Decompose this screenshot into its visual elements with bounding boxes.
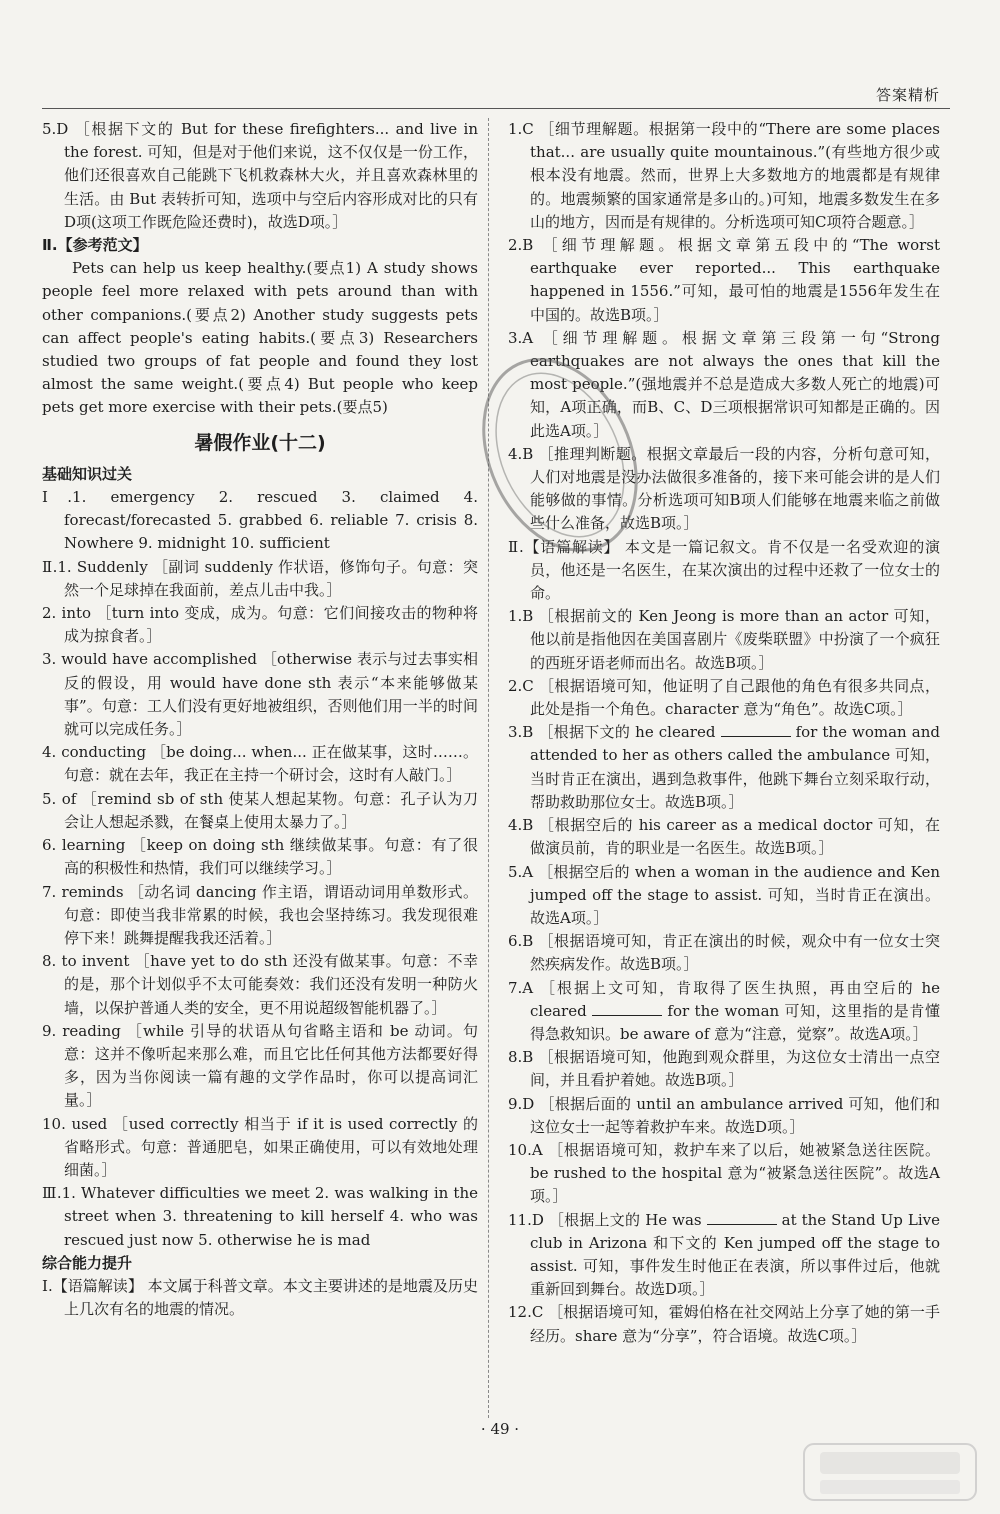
list-item: 9.D ［根据后面的 until an ambulance arrived 可知，他们和这位女士一起等着救护车来。故选D项。］ bbox=[508, 1094, 940, 1136]
list-item: 8.B ［根据语境可知，他跑到观众群里，为这位女士清出一点空间，并且看护着她。故选B项。］ bbox=[508, 1048, 940, 1090]
list-item: 1.B ［根据前文的 Ken Jeong is more than an actor 可知，他以前是指他因在美国喜剧片《废柴联盟》中扮演了一个疯狂的西班牙语老师而出名。故选B项。］ bbox=[508, 607, 940, 672]
model-essay-label: Ⅱ.【参考范文】 bbox=[42, 236, 148, 255]
subsection-ability: 综合能力提升 bbox=[42, 1253, 133, 1272]
item-text: for the woman and attended to her as others called the ambulance 可知，当时肯正在演出，遇到急救事件，他跳下舞台立刻采取行动，帮助救助那位女士。故选B项。］ bbox=[530, 723, 940, 811]
model-essay: Pets can help us keep healthy.(要点1) A study shows people feel more relaxed with pets around than with other companions.(要点2) Another study suggests pets can affect people's eating habits.(要点3) Researchers studied two groups of fat people and found they lost almost the same weight.(要点4) But people who keep pets get more exercise with their pets.(要点5) bbox=[42, 259, 478, 417]
answer-blank bbox=[721, 722, 791, 737]
list-item bbox=[508, 1209, 940, 1302]
answer-blank bbox=[592, 1001, 662, 1016]
item-text: 3.B ［根据下文的 he cleared bbox=[508, 723, 716, 742]
list-item: 6.B ［根据语境可知，肯正在演出的时候，观众中有一位女士突然疾病发作。故选B项。］ bbox=[508, 932, 940, 974]
list-item: 5. of ［remind sb of sth 使某人想起某物。句意：孔子认为刀会让人想起杀戮，在餐桌上使用太暴力了。］ bbox=[42, 789, 478, 831]
list-item: Ⅲ.1. Whatever difficulties we meet 2. was walking in the street when 3. threatening to kill herself 4. who was rescued just now 5. otherwise he is mad bbox=[42, 1184, 478, 1249]
reading-summary: Ⅱ.【语篇解读】 本文是一篇记叙文。肯不仅是一名受欢迎的演员，他还是一名医生，在某次演出的过程中还救了一位女士的命。 bbox=[508, 537, 940, 603]
list-item: 7. reminds ［动名词 dancing 作主语，谓语动词用单数形式。句意：即使当我非常累的时候，我也会坚持练习。我发现很难停下来！跳舞提醒我我还活着。］ bbox=[42, 882, 478, 947]
list-item: Ⅰ.1. emergency 2. rescued 3. claimed 4. forecast/forecasted 5. grabbed 6. reliable 7. crisis 8. Nowhere 9. midnight 10. sufficient bbox=[42, 488, 478, 553]
list-item: 1.C ［细节理解题。根据第一段中的“There are some places that... are usually quite mountainous.”(有些地方很少或根本没有地震。然而，世界上大多数地方的地震都是有规律的。地震频繁的国家通常是多山的。)可知，地震多数发生在多山的地方，因而是有规律的。分析选项可知C项符合题意。］ bbox=[508, 120, 940, 231]
list-item: 5.A ［根据空后的 when a woman in the audience and Ken jumped off the stage to assist. 可知，当时肯正在演出。故选A项。］ bbox=[508, 862, 940, 927]
list-item: 4.B ［推理判断题。根据文章最后一段的内容，分析句意可知，人们对地震是没办法做很多准备的，接下来可能会讲的是人们能够做的事情。分析选项可知B项人们能够在地震来临之前做些什么准备，故选B项。］ bbox=[508, 444, 940, 533]
answer-5d: 5.D ［根据下文的 But for these firefighters... and live in the forest. 可知，但是对于他们来说，这不仅仅是一份工作，他们还很喜欢自己能跳下飞机救森林大火，并且喜欢森林里的生活。由 But 表转折可知，选项中与空后内容形成对比的只有D项(这项工作既危险还费时)，故选D项。］ bbox=[42, 120, 478, 231]
list-item: 8. to invent ［have yet to do sth 还没有做某事。句意：不幸的是，那个计划似乎不太可能奏效：我们还没有发明一种防火墙，以保护普通人类的安全，更不用说超级智能机器了。］ bbox=[42, 952, 478, 1017]
watermark-logo bbox=[800, 1440, 980, 1504]
list-item: 2.B ［细节理解题。根据文章第五段中的“The worst earthquake ever reported... This earthquake happened in 1556.”可知，最可怕的地震是1556年发生在中国的。故选B项。］ bbox=[508, 236, 940, 324]
answer-blank bbox=[707, 1210, 777, 1225]
list-item: 4. conducting ［be doing... when... 正在做某事，这时……。句意：就在去年，我正在主持一个研讨会，这时有人敲门。］ bbox=[42, 743, 478, 785]
right-column bbox=[508, 118, 940, 1348]
list-item: 6. learning ［keep on doing sth 继续做某事。句意：有了很高的积极性和热情，我们可以继续学习。］ bbox=[42, 836, 478, 878]
item-text: 11.D ［根据上文的 He was bbox=[508, 1210, 702, 1229]
list-item: 2.C ［根据语境可知，他证明了自己跟他的角色有很多共同点，此处是指一个角色。character 意为“角色”。故选C项。］ bbox=[508, 676, 940, 719]
item-text: 7.A ［根据上文可知，肯取得了医生执照，再由空后的 he cleared bbox=[508, 978, 940, 1020]
list-item: Ⅱ.1. Suddenly ［副词 suddenly 作状语，修饰句子。句意：突然一个足球掉在我面前，差点儿击中我。］ bbox=[42, 557, 478, 599]
section-title: 暑假作业(十二) bbox=[194, 431, 326, 454]
list-item bbox=[508, 721, 940, 814]
page-number: · 49 · bbox=[480, 1420, 520, 1438]
item-text: for the woman 可知，这里指的是肯懂得急救知识。be aware of 意为“注意，觉察”。故选A项。］ bbox=[530, 1001, 940, 1043]
list-item: 2. into ［turn into 变成，成为。句意：它们间接攻击的物种将成为掠食者。］ bbox=[42, 604, 478, 646]
header-tag: 答案精析 bbox=[875, 86, 940, 104]
list-item: 4.B ［根据空后的 his career as a medical doctor 可知，在做演员前，肯的职业是一名医生。故选B项。］ bbox=[508, 816, 940, 858]
list-item: 12.C ［根据语境可知，霍姆伯格在社交网站上分享了她的第一手经历。share 意为“分享”，符合语境。故选C项。］ bbox=[508, 1303, 940, 1345]
list-item: 9. reading ［while 引导的状语从句省略主语和 be 动词。句意：这并不像听起来那么难，而且它比任何其他方法都要好得多，因为当你阅读一篇有趣的文学作品时，你可以提高词汇量。］ bbox=[42, 1021, 478, 1110]
item-text: at the Stand Up Live club in Arizona 和下文的 Ken jumped off the stage to assist. 可知，事件发生时他正在表演，所以事件过后，他就重新回到舞台。故选D项。］ bbox=[530, 1210, 940, 1299]
header-rule bbox=[42, 108, 950, 109]
list-item: 3. would have accomplished ［otherwise 表示与过去事实相反的假设，用 would have done sth 表示“本来能够做某事”。句意：工人们没有更好地被组织，否则他们用一半的时间就可以完成任务。］ bbox=[42, 650, 478, 739]
list-item: 3.A ［细节理解题。根据文章第三段第一句“Strong earthquakes are not always the ones that kill the most people.”(强地震并不总是造成大多数人死亡的地震)可知，A项正确，而B、C、D三项根据常识可知都是正确的。因此选A项。］ bbox=[508, 328, 940, 440]
list-item: 10. used ［used correctly 相当于 if it is used correctly 的省略形式。句意：普通肥皂，如果正确使用，可以有效地处理细菌。］ bbox=[42, 1114, 478, 1179]
column-divider bbox=[488, 118, 489, 1418]
reading-summary: Ⅰ.【语篇解读】 本文属于科普文章。本文主要讲述的是地震及历史上几次有名的地震的情况。 bbox=[42, 1276, 478, 1319]
subsection-basic: 基础知识过关 bbox=[42, 464, 133, 483]
left-column bbox=[42, 118, 478, 1321]
list-item bbox=[508, 977, 940, 1047]
list-item: 10.A ［根据语境可知，救护车来了以后，她被紧急送往医院。be rushed to the hospital 意为“被紧急送往医院”。故选A项。］ bbox=[508, 1140, 940, 1206]
